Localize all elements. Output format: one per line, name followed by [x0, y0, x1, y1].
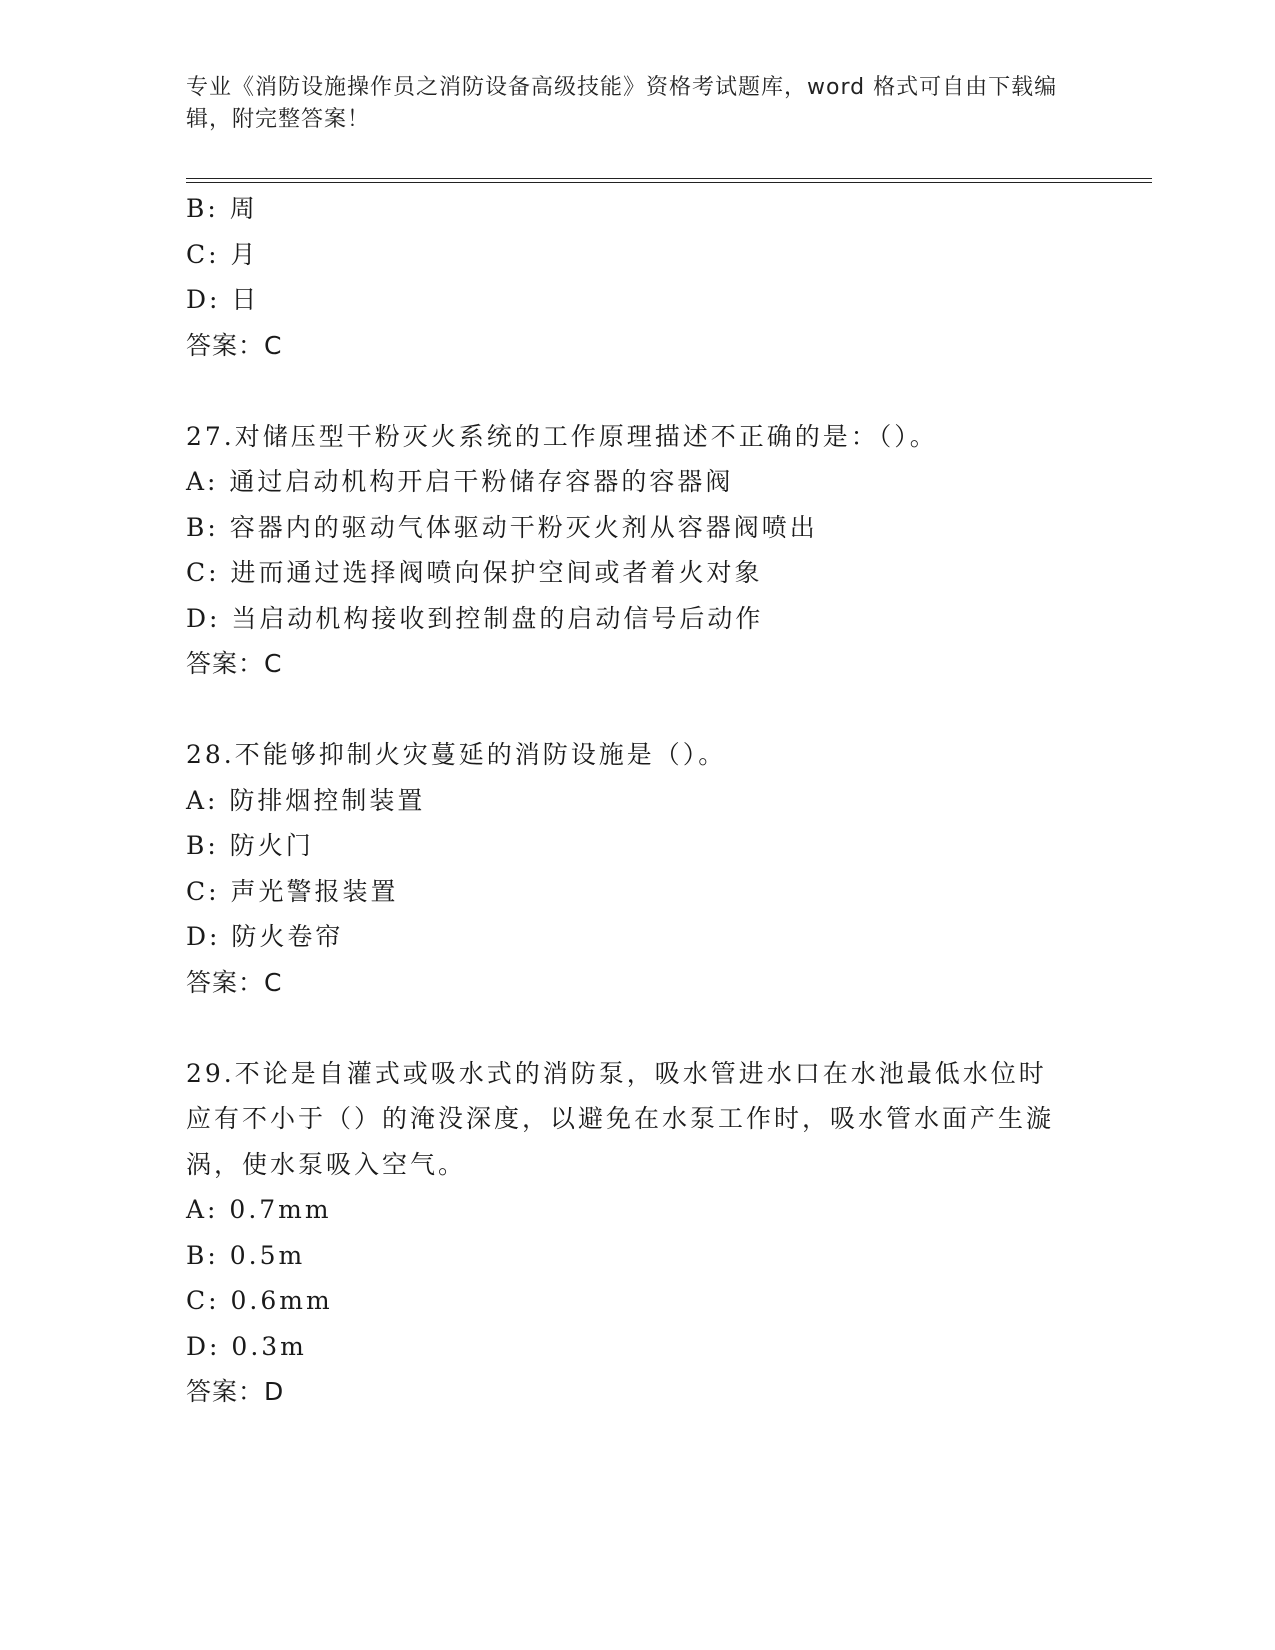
spacer — [186, 687, 1086, 733]
option-a: A: 防排烟控制装置 — [186, 785, 426, 815]
option-a: A: 通过启动机构开启干粉储存容器的容器阀 — [186, 467, 734, 496]
option-c: C: 声光警报装置 — [186, 876, 399, 906]
question-block-28 — [186, 732, 1086, 1005]
option-c: C: 月 — [186, 239, 259, 269]
question-text: 28.不能够抑制火灾蔓延的消防设施是（）。 — [186, 740, 727, 769]
question-block-27 — [186, 414, 1086, 687]
option-c: C: 进而通过选择阀喷向保护空间或者着火对象 — [186, 558, 763, 587]
option-b: B: 0.5m — [186, 1240, 306, 1270]
question-text: 29.不论是自灌式或吸水式的消防泵，吸水管进水口在水池最低水位时应有不小于（）的淹没深度，以避免在水泵工作时，吸水管水面产生漩涡，使水泵吸入空气。 — [186, 1058, 1055, 1179]
answer-line: 答案：D — [186, 1377, 285, 1406]
answer-line: 答案：C — [186, 649, 283, 678]
header-rule-top — [186, 178, 1152, 179]
option-d: D: 日 — [186, 285, 260, 314]
option-b: B: 周 — [186, 194, 258, 223]
option-d: D: 0.3m — [186, 1331, 307, 1361]
option-d: D: 当启动机构接收到控制盘的启动信号后动作 — [186, 603, 764, 633]
document-header: 专业《消防设施操作员之消防设备高级技能》资格考试题库，word 格式可自由下载编辑，附完整答案！ — [186, 75, 1058, 132]
question-text: 27.对储压型干粉灭火系统的工作原理描述不正确的是：（）。 — [186, 421, 938, 451]
spacer — [186, 368, 1086, 414]
question-content — [186, 186, 1086, 1415]
option-a: A: 0.7mm — [186, 1195, 332, 1224]
answer-line: 答案：C — [186, 330, 283, 360]
question-block-26 — [186, 186, 1086, 368]
answer-line: 答案：C — [186, 967, 283, 997]
option-b: B: 防火门 — [186, 831, 314, 860]
spacer — [186, 1005, 1086, 1051]
option-d: D: 防火卷帘 — [186, 922, 344, 951]
header-rule-bottom — [186, 182, 1152, 183]
option-b: B: 容器内的驱动气体驱动干粉灭火剂从容器阀喷出 — [186, 512, 818, 542]
option-c: C: 0.6mm — [186, 1286, 333, 1315]
question-block-29 — [186, 1051, 1086, 1415]
